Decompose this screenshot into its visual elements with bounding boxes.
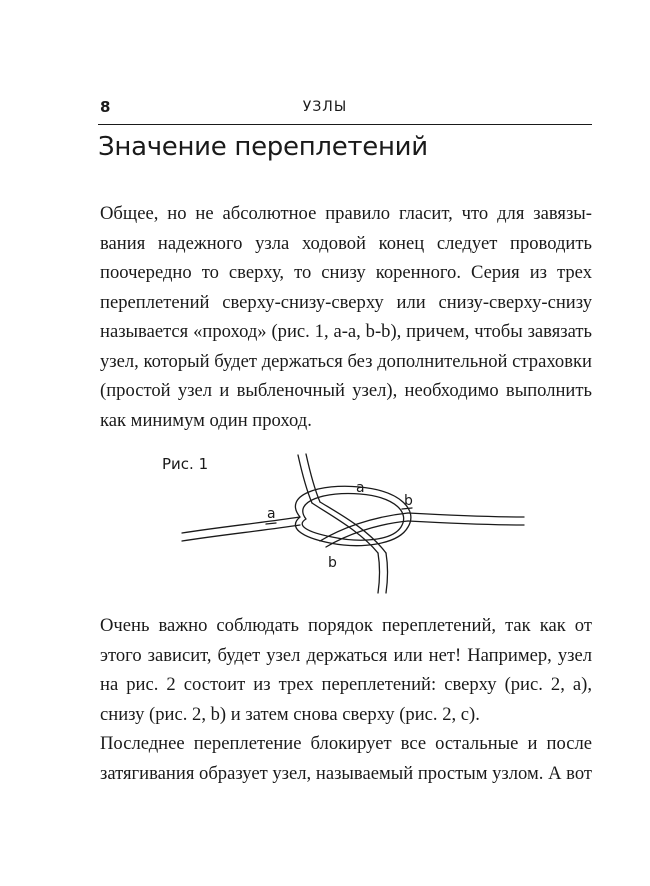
header-rule — [98, 124, 592, 125]
paragraph-line: Общее, но не абсолютное правило гласит, что для завязы- — [100, 203, 592, 224]
rope-right-edge-b — [408, 521, 524, 525]
knot-figure — [170, 445, 550, 605]
label-b-right: b — [404, 493, 413, 509]
paragraph-line: снизу (рис. 2, b) и затем снова сверху (рис. 2, c). — [100, 703, 480, 725]
page-number: 8 — [100, 98, 111, 116]
rope-top-edge-b — [306, 454, 320, 502]
label-a-left: a — [267, 506, 276, 522]
paragraph-line: Последнее переплетение блокирует все остальные и после — [100, 733, 592, 754]
paragraph-line: этого зависит, будет узел держаться или нет! Например, узел — [100, 644, 592, 666]
rope-right-edge-a — [408, 513, 524, 517]
paragraph-line: Очень важно соблюдать порядок переплетений, так как от — [100, 615, 592, 636]
paragraph-line: как минимум один проход. — [100, 409, 312, 431]
label-tick-a-left — [266, 523, 276, 524]
label-a-top: a — [356, 480, 365, 496]
rope-bottom-edge-a — [378, 553, 380, 593]
figure-caption: Рис. 1 — [162, 455, 209, 473]
paragraph-line: на рис. 2 состоит из трех переплетений: сверху (рис. 2, a), — [100, 674, 592, 695]
knot-outer-loop-b — [302, 493, 403, 540]
paragraph-line: вания надежного узла ходовой конец следует проводить — [100, 232, 592, 254]
section-title: Значение переплетений — [98, 132, 428, 162]
rope-bottom-edge-b — [386, 553, 388, 593]
paragraph-line: поочередно то сверху, то снизу коренного. Серия из трех — [100, 262, 592, 283]
rope-top-edge-a — [298, 455, 312, 503]
paragraph-2 — [100, 611, 592, 729]
paragraph-line: узел, который будет держаться без дополнительной страховки — [100, 350, 592, 372]
paragraph-line: переплетений сверху-снизу-сверху или снизу-сверху-снизу — [100, 291, 592, 313]
paragraph-line: (простой узел и выбленочный узел), необходимо выполнить — [100, 380, 592, 401]
paragraph-line: называется «проход» (рис. 1, a-a, b-b), причем, чтобы завязать — [100, 321, 592, 342]
rope-left-edge-a — [182, 517, 300, 533]
rope-left-edge-b — [182, 525, 300, 541]
paragraph-line: затягивания образует узел, называемый простым узлом. А вот — [100, 762, 592, 784]
running-header: УЗЛЫ — [302, 99, 348, 115]
knot-outer-loop-a — [295, 486, 410, 545]
paragraph-1 — [100, 199, 592, 435]
label-b-bottom: b — [328, 555, 337, 571]
paragraph-3 — [100, 729, 592, 788]
